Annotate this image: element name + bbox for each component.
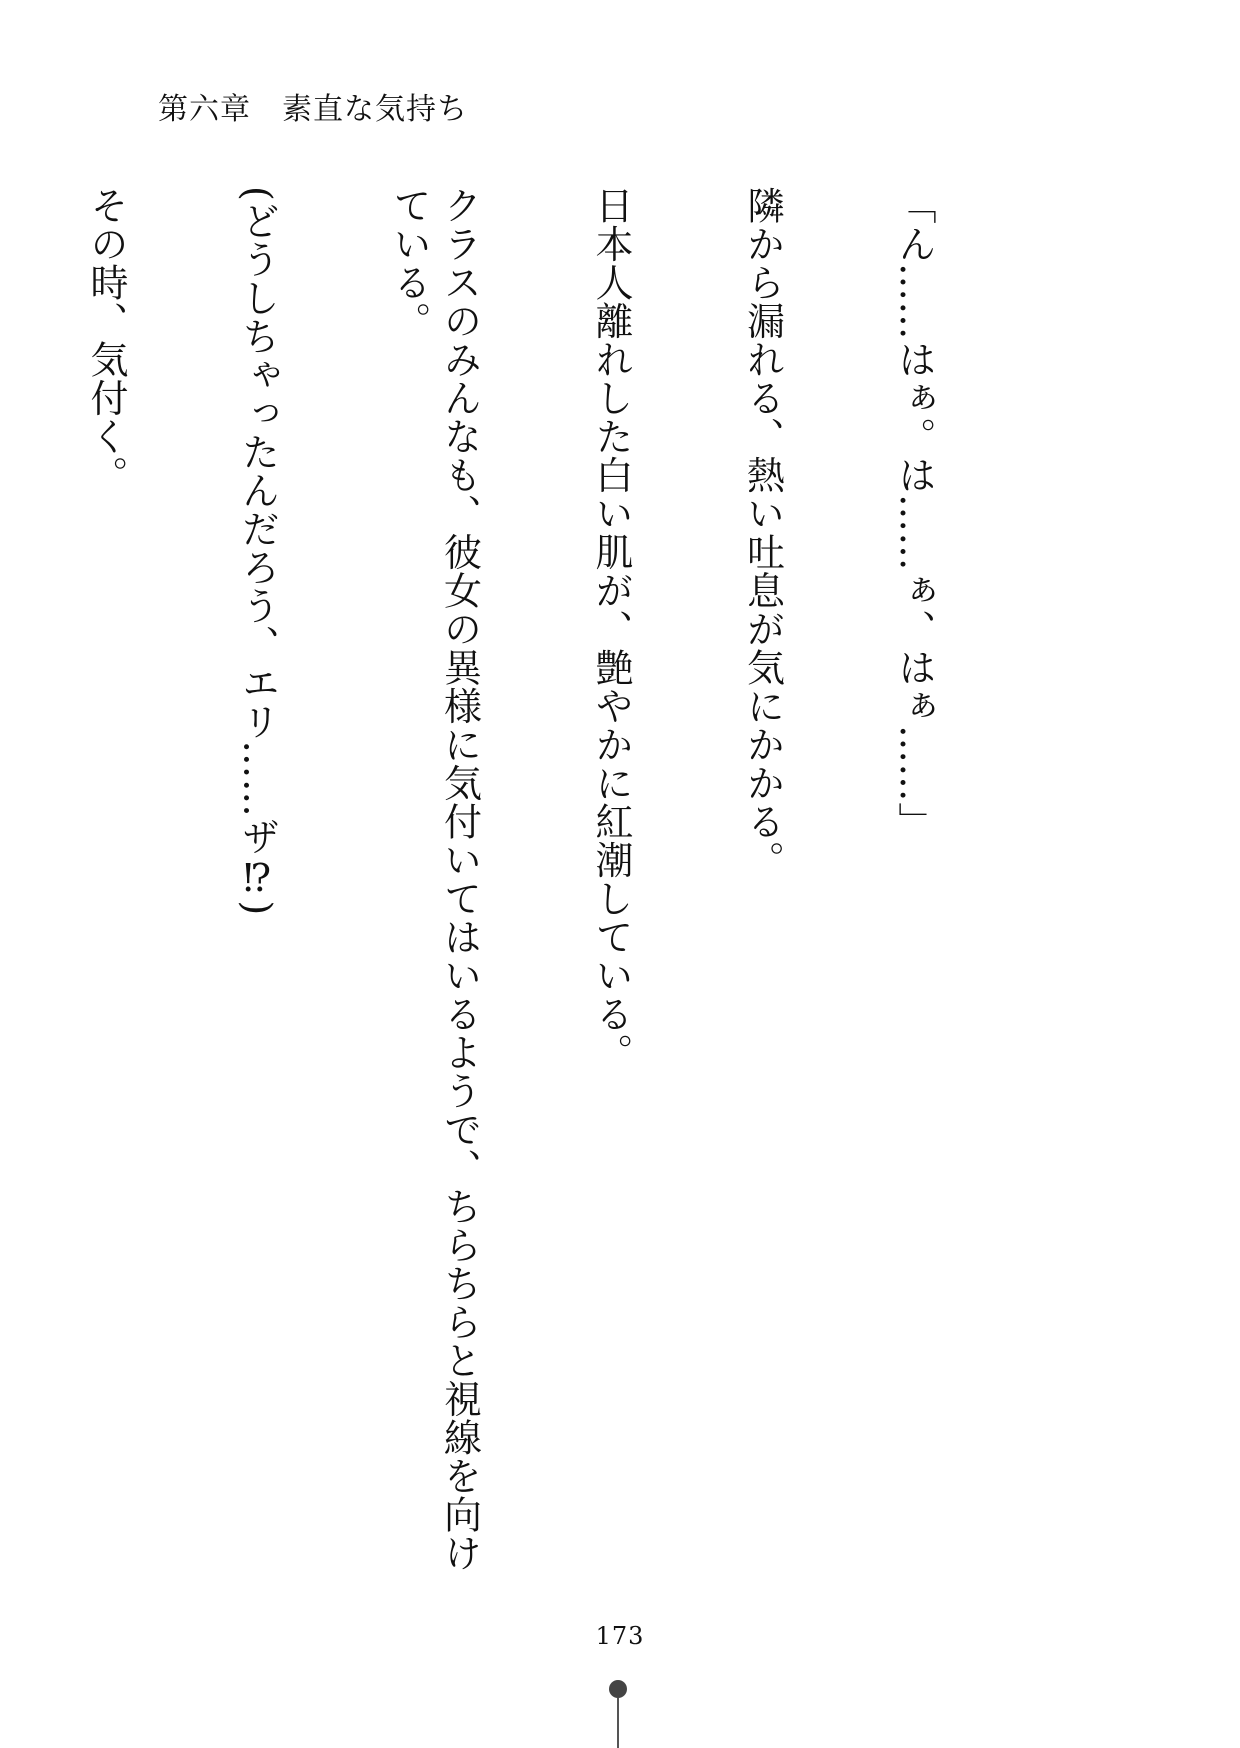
paragraph: 「ん……はぁ。は……ぁ、はぁ……」 [892,186,936,841]
paragraph: 日本人離れした白い肌が、艶やかに紅潮している。 [589,186,633,1072]
page-marker-line [617,1698,619,1748]
paragraph: その時、気付く。 [84,186,128,494]
paragraph: クラスのみんなも、彼女の異様に気付いてはいるようで、ちらちらと視線を向けている。 [387,186,482,1572]
paragraph: (どうしちゃったんだろう、エリ……ザ⁉) [235,186,280,916]
chapter-running-head: 第六章 素直な気持ち [158,92,468,127]
novel-body-text [0,186,1040,1606]
page-marker-dot [609,1680,627,1698]
page-number: 173 [595,1622,645,1650]
paragraph: 隣から漏れる、熱い吐息が気にかかる。 [740,186,785,879]
